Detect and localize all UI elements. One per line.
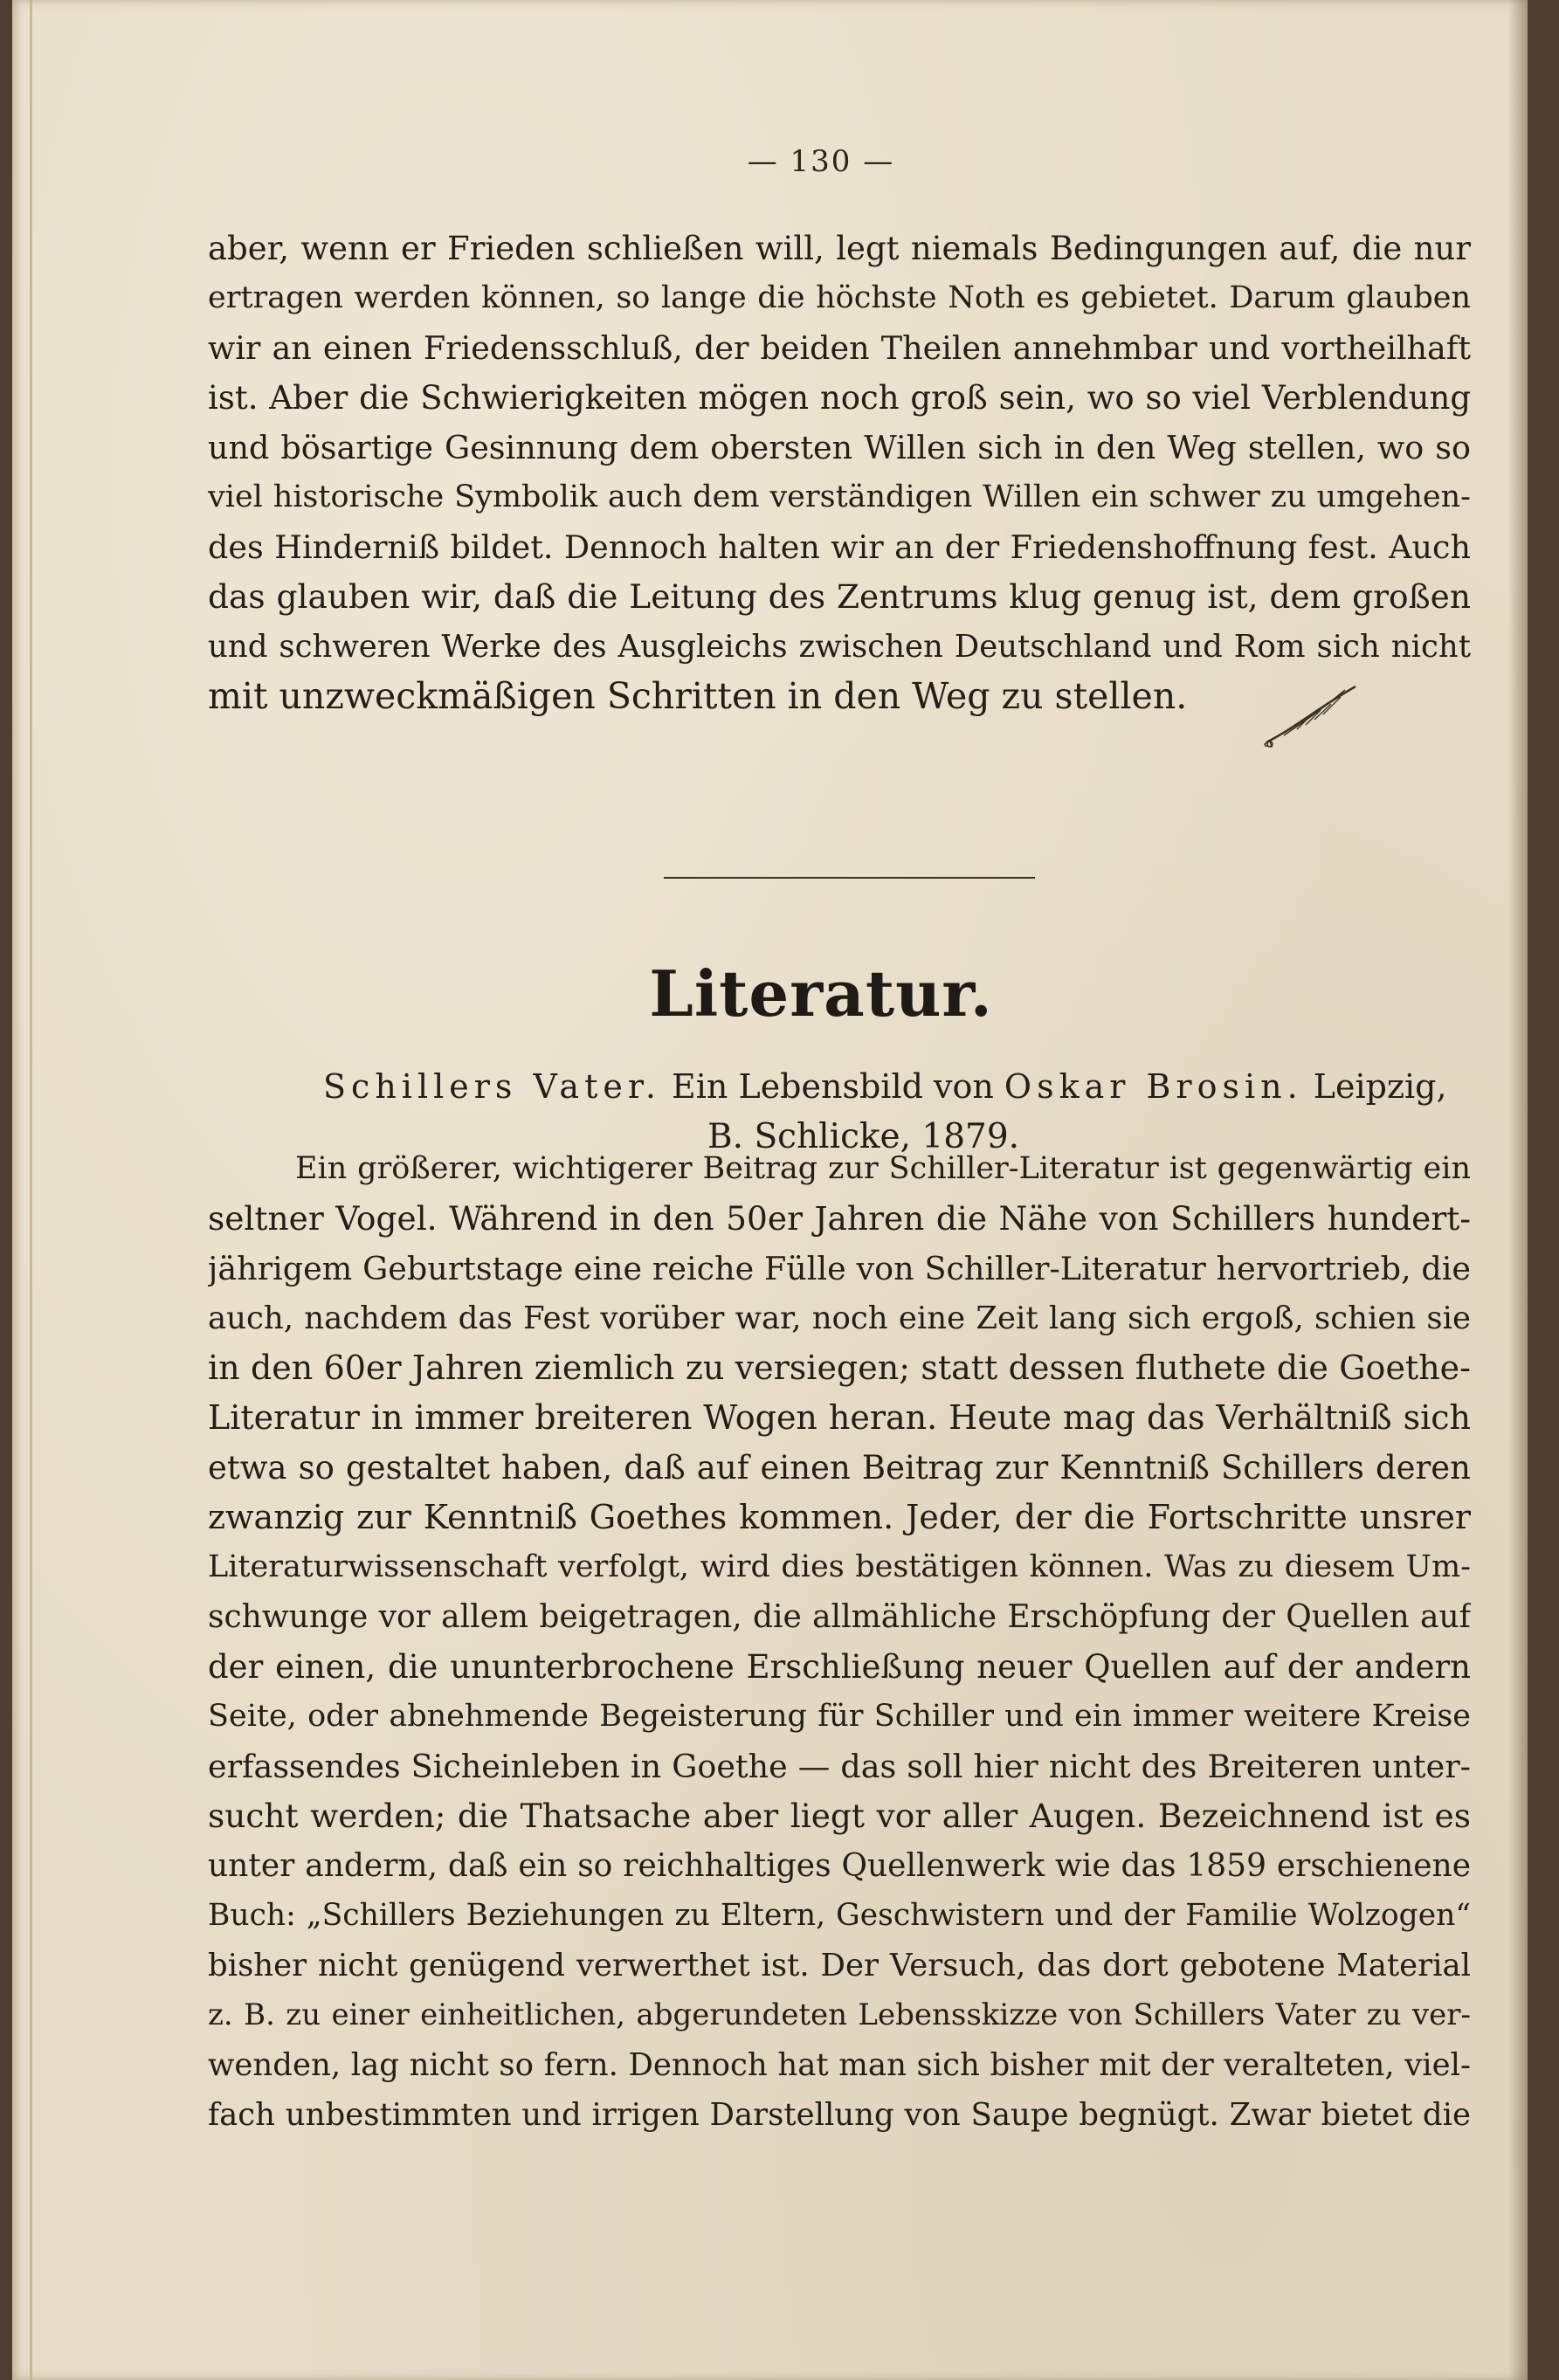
text-line: fach unbestimmten und irrigen Darstellung von Saupe begnügt. Zwar bietet die xyxy=(208,2097,1471,2133)
citation-author: Schillers Vater. xyxy=(323,1067,661,1106)
text-line: jährigem Geburtstage eine reiche Fülle von Schiller-Literatur hervortrieb, die xyxy=(208,1250,1471,1287)
text-line: in den 60er Jahren ziemlich zu versiegen; statt dessen fluthete die Goethe- xyxy=(208,1349,1471,1387)
text-line: und schweren Werke des Ausgleichs zwischen Deutschland und Rom sich nicht xyxy=(208,629,1471,665)
text-line: der einen, die ununterbrochene Erschließung neuer Quellen auf der andern xyxy=(208,1648,1471,1686)
text-line: erfassendes Sicheinleben in Goethe — das soll hier nicht des Breiteren unter- xyxy=(208,1748,1471,1785)
text-line: unter anderm, daß ein so reichhaltiges Quellenwerk wie das 1859 erschienene xyxy=(208,1848,1471,1884)
text-line: Buch: „Schillers Beziehungen zu Eltern, Geschwistern und der Familie Wolzogen“ xyxy=(208,1898,1471,1933)
paragraph-review xyxy=(208,1144,1471,2140)
text-line: ist. Aber die Schwierigkeiten mögen noch groß sein, wo so viel Verblendung xyxy=(208,379,1471,417)
text-line: Literaturwissenschaft verfolgt, wird dies bestätigen können. Was zu diesem Um- xyxy=(208,1549,1471,1584)
citation-line xyxy=(323,1062,1459,1112)
section-divider xyxy=(664,877,1035,879)
text-line: wir an einen Friedensschluß, der beiden Theilen annehmbar und vortheilhaft xyxy=(208,329,1471,367)
text-line: auch, nachdem das Fest vorüber war, noch eine Zeit lang sich ergoß, schien sie xyxy=(208,1300,1471,1336)
text-line: Ein größerer, wichtigerer Beitrag zur Schiller-Literatur ist gegenwärtig ein xyxy=(295,1151,1471,1186)
page-edge-shadow xyxy=(1508,0,1528,2380)
text-line: viel historische Symbolik auch dem verständigen Willen ein schwer zu umgehen- xyxy=(208,479,1471,514)
text-line: seltner Vogel. Während in den 50er Jahren die Nähe von Schillers hundert- xyxy=(208,1199,1471,1238)
text-line: zwanzig zur Kenntniß Goethes kommen. Jeder, der die Fortschritte unsrer xyxy=(208,1498,1471,1536)
text-line: sucht werden; die Thatsache aber liegt vor aller Augen. Bezeichnend ist es xyxy=(208,1797,1471,1835)
citation-writer: Oskar Brosin. xyxy=(1004,1067,1303,1106)
text-line: Literatur in immer breiteren Wogen heran. Heute mag das Verhältniß sich xyxy=(208,1398,1471,1437)
text-line: mit unzweckmäßigen Schritten in den Weg zu stellen. xyxy=(208,675,1188,717)
text-line: aber, wenn er Frieden schließen will, legt niemals Bedingungen auf, die nur xyxy=(208,230,1471,267)
page-number: — 130 — xyxy=(747,144,895,179)
citation-place: Leipzig, xyxy=(1313,1067,1447,1106)
section-heading: Literatur. xyxy=(649,956,993,1031)
text-line: z. B. zu einer einheitlichen, abgerundeten Lebensskizze von Schillers Vater zu ver- xyxy=(208,1997,1471,2032)
text-line: und bösartige Gesinnung dem obersten Willen sich in den Weg stellen, wo so xyxy=(208,429,1471,466)
text-line: des Hinderniß bildet. Dennoch halten wir an der Friedenshoffnung fest. Auch xyxy=(208,528,1471,566)
citation-publisher: B. Schlicke, 1879. xyxy=(707,1117,1020,1156)
text-line: das glauben wir, daß die Leitung des Zentrums klug genug ist, dem großen xyxy=(208,577,1471,616)
paragraph-top xyxy=(208,224,1471,721)
text-line: Seite, oder abnehmende Begeisterung für Schiller und ein immer weitere Kreise xyxy=(208,1699,1471,1734)
text-line: bisher nicht genügend verwerthet ist. Der Versuch, das dort gebotene Material xyxy=(208,1948,1471,1983)
citation-title: Ein Lebensbild von xyxy=(672,1067,994,1106)
text-line: wenden, lag nicht so fern. Dennoch hat man sich bisher mit der veralteten, viel- xyxy=(208,2047,1471,2083)
text-line: schwunge vor allem beigetragen, die allmähliche Erschöpfung der Quellen auf xyxy=(208,1599,1471,1635)
text-line: etwa so gestaltet haben, daß auf einen Beitrag zur Kenntniß Schillers deren xyxy=(208,1449,1471,1487)
text-line: ertragen werden können, so lange die höchste Noth es gebietet. Darum glauben xyxy=(208,280,1471,315)
flourish-ornament-icon xyxy=(1258,681,1362,760)
binding-edge xyxy=(30,0,32,2380)
